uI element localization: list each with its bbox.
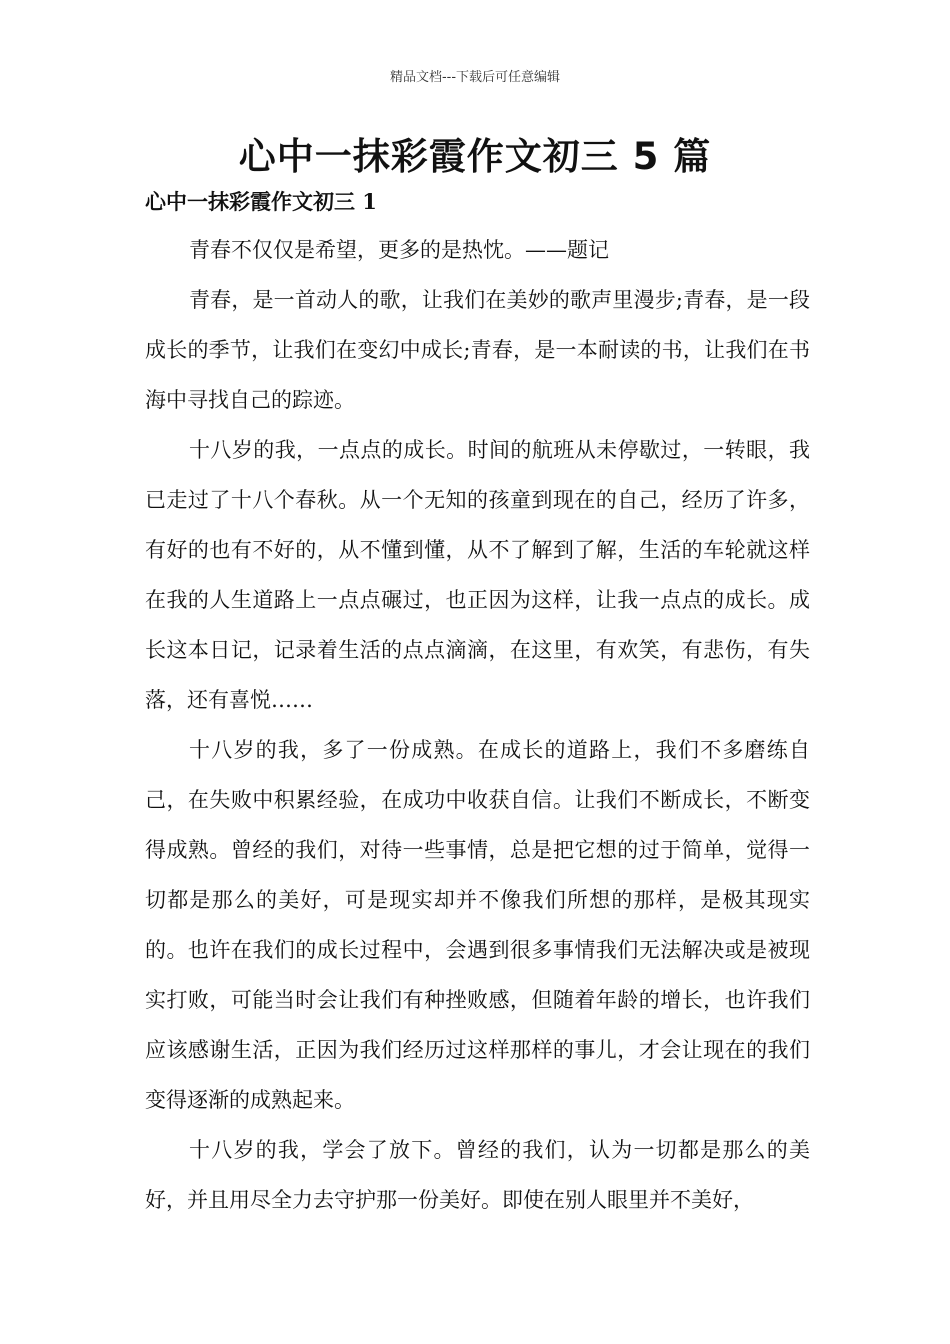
- paragraph: 十八岁的我，学会了放下。曾经的我们，认为一切都是那么的美好，并且用尽全力去守护那一份美好。即使在别人眼里并不美好，: [145, 1138, 810, 1212]
- section-heading: 心中一抹彩霞作文初三 1: [145, 189, 377, 214]
- header-note: 精品文档---下载后可任意编辑: [389, 70, 561, 85]
- paragraph: 十八岁的我，一点点的成长。时间的航班从未停歇过，一转眼，我已走过了十八个春秋。从一个无知的孩童到现在的自己，经历了许多，有好的也有不好的，从不懂到懂，从不了解到了解，生活的车轮就这样在我的人生道路上一点点碾过，也正因为这样，让我一点点的成长。成长这本日记，记录着生活的点点滴滴，在这里，有欢笑，有悲伤，有失落，还有喜悦……: [145, 438, 810, 712]
- document-body: [145, 225, 810, 1225]
- paragraph: 十八岁的我，多了一份成熟。在成长的道路上，我们不多磨练自己，在失败中积累经验，在成功中收获自信。让我们不断成长，不断变得成熟。曾经的我们，对待一些事情，总是把它想的过于简单，觉得一切都是那么的美好，可是现实却并不像我们所想的那样，是极其现实的。也许在我们的成长过程中，会遇到很多事情我们无法解决或是被现实打败，可能当时会让我们有种挫败感，但随着年龄的增长，也许我们应该感谢生活，正因为我们经历过这样那样的事儿，才会让现在的我们变得逐渐的成熟起来。: [145, 738, 810, 1112]
- paragraph: 青春，是一首动人的歌，让我们在美妙的歌声里漫步;青春，是一段成长的季节，让我们在变幻中成长;青春，是一本耐读的书，让我们在书海中寻找自己的踪迹。: [145, 288, 810, 412]
- paragraph-epigraph: 青春不仅仅是希望，更多的是热忱。——题记: [189, 238, 609, 262]
- document-title: 心中一抹彩霞作文初三 5 篇: [238, 135, 712, 178]
